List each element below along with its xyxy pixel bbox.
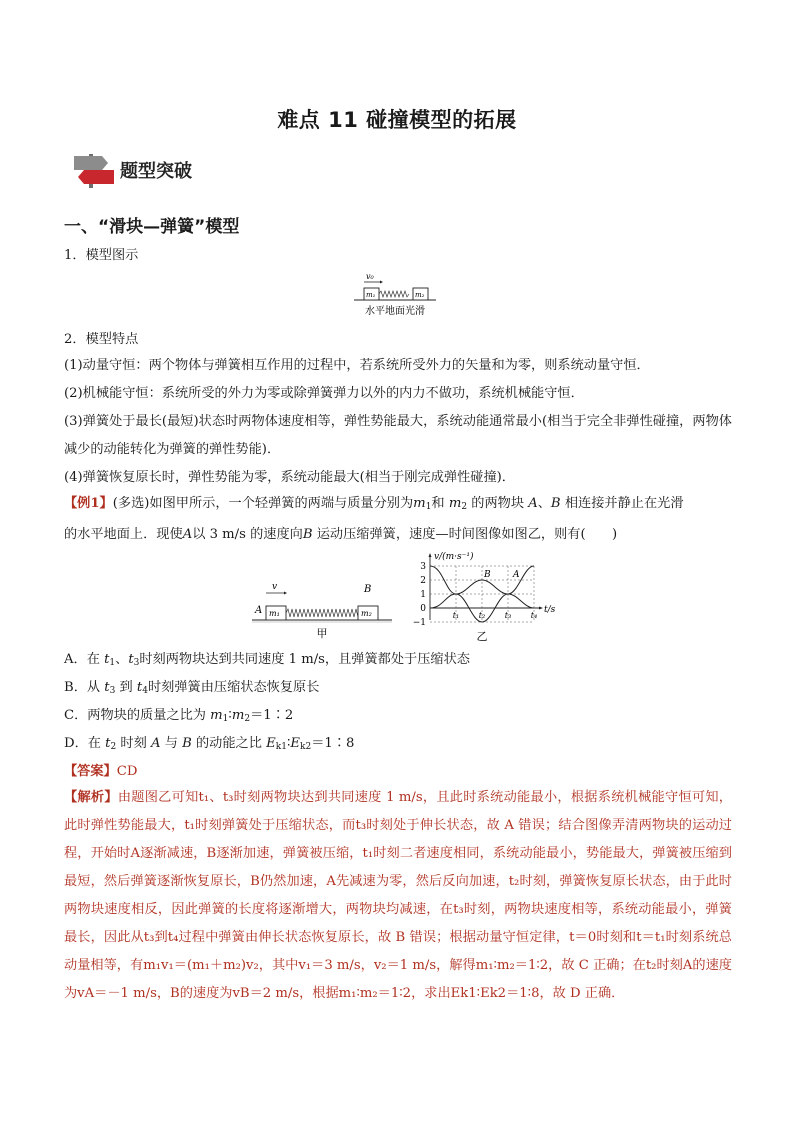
caption-jia: 甲 [316, 627, 328, 640]
example-question: 【例1】(多选)如图甲所示，一个轻弹簧的两端与质量分别为$m_1$和 $m_2$ 的两物块 A、B 相连接并静止在光滑 的水平地面上．现使A以 3 m/s 的速度向B 运动压缩弹簧，速度—时间图像如图乙，则有( ) [64, 496, 684, 542]
point-1: (1)动量守恒：两个物体与弹簧相互作用的过程中，若系统所受外力的矢量和为零，则系统动量守恒． [64, 358, 650, 373]
y-axis-label: v/(m·s⁻¹) [434, 552, 474, 562]
example-tag: 【例1】 [64, 496, 113, 511]
answer-value: CD [116, 764, 138, 779]
ytick-0: 0 [420, 604, 426, 614]
fig1-m2-label: m₂ [415, 291, 425, 299]
fig1-v0: v₀ [366, 272, 374, 281]
page-title: 难点 11 碰撞模型的拓展 [277, 108, 517, 132]
point-2: (2)机械能守恒：系统所受的外力为零或除弹簧弹力以外的内力不做功，系统机械能守恒． [64, 386, 584, 401]
answer-tag: 【答案】 [64, 764, 117, 779]
option-c: C．两物块的质量之比为 $m_1∶m_2=1∶2$ [64, 708, 294, 724]
fig1-caption: 水平地面光滑 [365, 306, 425, 317]
figure-jia [252, 580, 394, 640]
curve-A-label: A [513, 570, 520, 580]
xtick-t1: t₁ [452, 611, 460, 620]
answer [64, 762, 137, 782]
point-4: (4)弹簧恢复原长时，弹性势能为零，系统动能最大(相当于刚完成弹性碰撞)． [64, 470, 515, 485]
option-a: A．在 $t_1$、$t_3$时刻两物块达到共同速度 1 m/s，且弹簧都处于压缩状态 [64, 652, 470, 668]
ytick-neg1: −1 [412, 618, 426, 628]
option-d: D．在 $t_2$ 时刻 A 与 B 的动能之比 $E_{k1}∶E_{k2}=1∶8$ [64, 736, 355, 752]
ytick-3: 3 [420, 562, 426, 572]
banner-text: 题型突破 [120, 161, 192, 182]
section-banner [72, 150, 192, 190]
svg-text:m₂: m₂ [361, 609, 372, 618]
model-figure [350, 270, 440, 320]
ytick-1: 1 [420, 590, 426, 600]
caption-yi: 乙 [476, 630, 488, 643]
svg-text:v: v [272, 582, 278, 592]
option-b: B．从 $t_3$ 到 $t_4$时刻弹簧由压缩状态恢复原长 [64, 680, 320, 696]
ytick-2: 2 [420, 576, 426, 586]
svg-text:m₁: m₁ [269, 609, 280, 618]
xtick-t2: t₂ [478, 611, 486, 620]
point-3: (3)弹簧处于最长(最短)状态时两物体速度相等，弹性势能最大，系统动能通常最小(相当于完全非弹性碰撞，两物体减少的动能转化为弹簧的弹性势能)． [64, 414, 732, 457]
fig1-spring [379, 291, 409, 297]
item-2: 2．模型特点 [64, 332, 139, 347]
fig1-m1-label: m₁ [366, 291, 376, 299]
item-1: 1．模型图示 [64, 248, 139, 263]
analysis [64, 784, 732, 1008]
x-axis-label: t/s [544, 605, 556, 615]
xtick-t4: t₄ [530, 611, 538, 620]
label-A: A [255, 605, 263, 616]
analysis-text: 由题图乙可知t₁、t₃时刻两物块达到共同速度 1 m/s，且此时系统动能最小，根据系统机械能守恒可知，此时弹性势能最大，t₁时刻弹簧处于压缩状态，而t₃时刻处于伸长状态，故 A 错误；结合图像弄清两物块的运动过程，开始时A逐渐减速，B逐渐加速，弹簧被压缩，t₁时刻二者速度相同，系统动能最小，势能最大，弹簧被压缩到最短，然后弹簧逐渐恢复原长，B仍然加速，A先减速为零，然后反向加速，t₂时刻，弹簧恢复原长状态，由于此时两物块速度相反，因此弹簧的长度将逐渐增大，两物块均减速，在t₃时刻，两物块速度相等，系统动能最小，弹簧最长，因此从t₃到t₄过程中弹簧由伸长状态恢复原长，故 B 错误；根据动量守恒定律，t＝0时刻和t＝t₁时刻系统总动量相等，有m₁v₁＝(m₁＋m₂)v₂，其中v₁＝3 m/s，v₂＝1 m/s，解得m₁∶m₂＝1∶2，故 C 正确；在t₂时刻A的速度为vA＝－1 m/s，B的速度为vB＝2 m/s，根据m₁∶m₂＝1∶2，求出Ek1∶Ek2＝1∶8，故 D 正确． [64, 790, 732, 1001]
label-B: B [364, 584, 372, 595]
analysis-tag: 【解析】 [64, 790, 118, 805]
xtick-t3: t₃ [504, 611, 512, 620]
section-heading: 一、“滑块—弹簧”模型 [64, 217, 240, 237]
figure-yi-graph [412, 548, 562, 644]
spring [286, 609, 360, 617]
curve-B-label: B [484, 570, 491, 580]
signpost-icon [72, 150, 116, 190]
